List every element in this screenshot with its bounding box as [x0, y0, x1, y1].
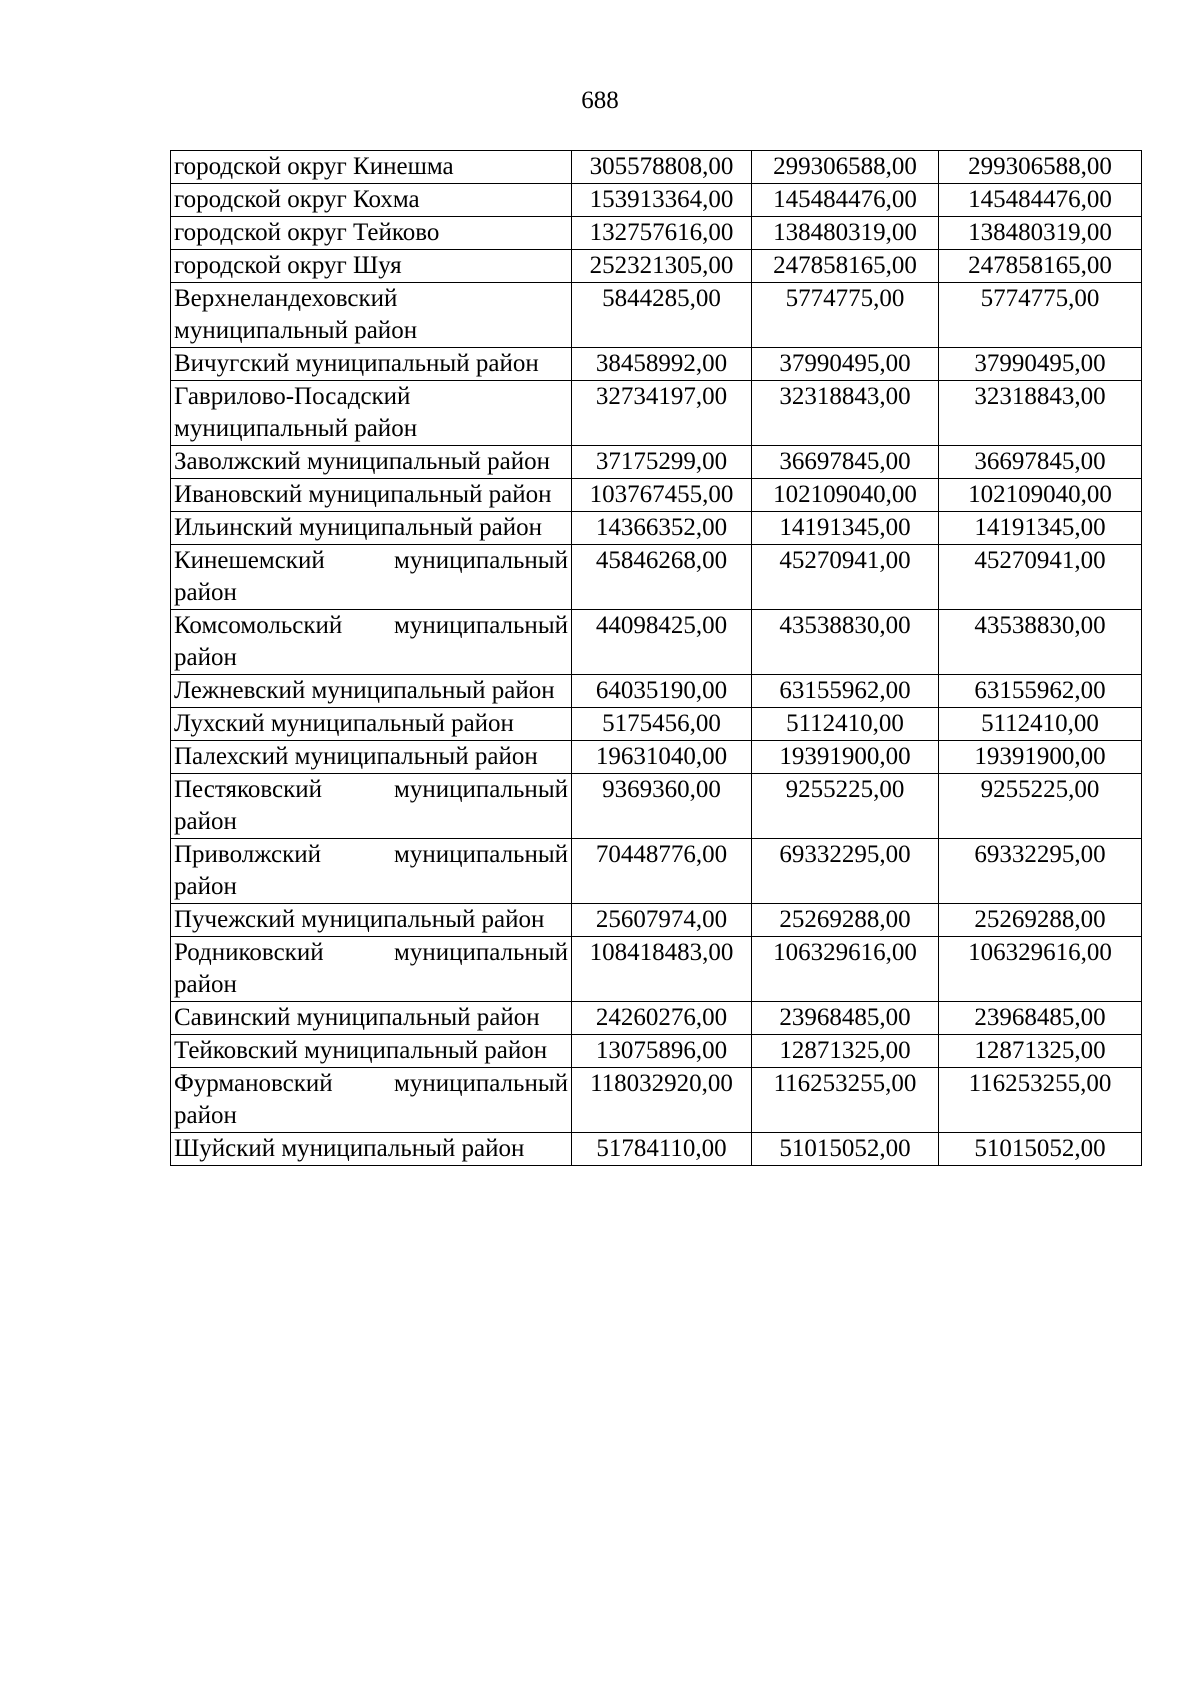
table-row: [171, 610, 1142, 675]
table-row: [171, 184, 1142, 217]
table-row: [171, 151, 1142, 184]
amount-cell-1: 103767455,00: [572, 479, 752, 512]
table-row: [171, 937, 1142, 1002]
municipality-name-cell: Ильинский муниципальный район: [171, 512, 572, 545]
amount-cell-3: 51015052,00: [939, 1133, 1142, 1166]
amount-cell-3: 299306588,00: [939, 151, 1142, 184]
amount-cell-1: 37175299,00: [572, 446, 752, 479]
amount-cell-2: 25269288,00: [752, 904, 939, 937]
municipality-name-cell: Пестяковский муниципальный район: [171, 774, 572, 839]
amount-cell-2: 51015052,00: [752, 1133, 939, 1166]
amount-cell-2: 14191345,00: [752, 512, 939, 545]
municipality-name-cell: Приволжский муниципальный район: [171, 839, 572, 904]
table-row: [171, 283, 1142, 348]
amount-cell-2: 45270941,00: [752, 545, 939, 610]
amount-cell-3: 102109040,00: [939, 479, 1142, 512]
municipality-name-cell: Тейковский муниципальный район: [171, 1035, 572, 1068]
amount-cell-2: 102109040,00: [752, 479, 939, 512]
amount-cell-1: 24260276,00: [572, 1002, 752, 1035]
amount-cell-3: 5774775,00: [939, 283, 1142, 348]
table-row: [171, 348, 1142, 381]
amount-cell-1: 252321305,00: [572, 250, 752, 283]
municipality-name-cell: Лежневский муниципальный район: [171, 675, 572, 708]
table-row: [171, 512, 1142, 545]
municipality-name-cell: Родниковский муниципальный район: [171, 937, 572, 1002]
table-row: [171, 741, 1142, 774]
table-row: [171, 774, 1142, 839]
municipality-name-cell: Пучежский муниципальный район: [171, 904, 572, 937]
amount-cell-3: 36697845,00: [939, 446, 1142, 479]
municipality-name-cell: Комсомольский муниципальный район: [171, 610, 572, 675]
table-row: [171, 839, 1142, 904]
budget-table-body: [171, 151, 1142, 1166]
amount-cell-2: 12871325,00: [752, 1035, 939, 1068]
table-row: [171, 250, 1142, 283]
amount-cell-2: 247858165,00: [752, 250, 939, 283]
amount-cell-1: 5844285,00: [572, 283, 752, 348]
municipality-name-cell: городской округ Шуя: [171, 250, 572, 283]
amount-cell-1: 118032920,00: [572, 1068, 752, 1133]
municipality-name-cell: Савинский муниципальный район: [171, 1002, 572, 1035]
table-row: [171, 904, 1142, 937]
municipality-name-cell: Ивановский муниципальный район: [171, 479, 572, 512]
amount-cell-3: 12871325,00: [939, 1035, 1142, 1068]
amount-cell-2: 43538830,00: [752, 610, 939, 675]
table-row: [171, 1133, 1142, 1166]
amount-cell-3: 23968485,00: [939, 1002, 1142, 1035]
table-row: [171, 545, 1142, 610]
amount-cell-2: 63155962,00: [752, 675, 939, 708]
amount-cell-3: 9255225,00: [939, 774, 1142, 839]
municipality-name-cell: Вичугский муниципальный район: [171, 348, 572, 381]
budget-table: [170, 150, 1142, 1166]
amount-cell-3: 25269288,00: [939, 904, 1142, 937]
amount-cell-3: 19391900,00: [939, 741, 1142, 774]
amount-cell-1: 13075896,00: [572, 1035, 752, 1068]
amount-cell-3: 32318843,00: [939, 381, 1142, 446]
amount-cell-1: 64035190,00: [572, 675, 752, 708]
amount-cell-3: 106329616,00: [939, 937, 1142, 1002]
amount-cell-3: 14191345,00: [939, 512, 1142, 545]
amount-cell-3: 43538830,00: [939, 610, 1142, 675]
municipality-name-cell: Заволжский муниципальный район: [171, 446, 572, 479]
page-number: 688: [581, 87, 619, 114]
amount-cell-2: 19391900,00: [752, 741, 939, 774]
table-row: [171, 1035, 1142, 1068]
municipality-name-cell: Фурмановский муниципальный район: [171, 1068, 572, 1133]
table-row: [171, 446, 1142, 479]
amount-cell-3: 247858165,00: [939, 250, 1142, 283]
amount-cell-1: 108418483,00: [572, 937, 752, 1002]
amount-cell-1: 153913364,00: [572, 184, 752, 217]
amount-cell-1: 70448776,00: [572, 839, 752, 904]
amount-cell-1: 44098425,00: [572, 610, 752, 675]
municipality-name-cell: Кинешемский муниципальный район: [171, 545, 572, 610]
amount-cell-1: 25607974,00: [572, 904, 752, 937]
amount-cell-1: 5175456,00: [572, 708, 752, 741]
amount-cell-2: 106329616,00: [752, 937, 939, 1002]
amount-cell-2: 69332295,00: [752, 839, 939, 904]
amount-cell-1: 45846268,00: [572, 545, 752, 610]
amount-cell-2: 145484476,00: [752, 184, 939, 217]
amount-cell-2: 5112410,00: [752, 708, 939, 741]
amount-cell-3: 138480319,00: [939, 217, 1142, 250]
amount-cell-1: 19631040,00: [572, 741, 752, 774]
table-row: [171, 1002, 1142, 1035]
municipality-name-cell: Лухский муниципальный район: [171, 708, 572, 741]
amount-cell-2: 9255225,00: [752, 774, 939, 839]
amount-cell-3: 116253255,00: [939, 1068, 1142, 1133]
amount-cell-2: 36697845,00: [752, 446, 939, 479]
municipality-name-cell: Палехский муниципальный район: [171, 741, 572, 774]
table-row: [171, 479, 1142, 512]
table-row: [171, 675, 1142, 708]
municipality-name-cell: Шуйский муниципальный район: [171, 1133, 572, 1166]
amount-cell-1: 51784110,00: [572, 1133, 752, 1166]
table-row: [171, 217, 1142, 250]
amount-cell-1: 132757616,00: [572, 217, 752, 250]
table-row: [171, 381, 1142, 446]
amount-cell-2: 37990495,00: [752, 348, 939, 381]
amount-cell-2: 23968485,00: [752, 1002, 939, 1035]
amount-cell-2: 32318843,00: [752, 381, 939, 446]
amount-cell-3: 37990495,00: [939, 348, 1142, 381]
municipality-name-cell: городской округ Кохма: [171, 184, 572, 217]
amount-cell-2: 116253255,00: [752, 1068, 939, 1133]
amount-cell-3: 45270941,00: [939, 545, 1142, 610]
amount-cell-3: 145484476,00: [939, 184, 1142, 217]
amount-cell-2: 138480319,00: [752, 217, 939, 250]
amount-cell-1: 305578808,00: [572, 151, 752, 184]
amount-cell-1: 32734197,00: [572, 381, 752, 446]
table-row: [171, 1068, 1142, 1133]
amount-cell-2: 5774775,00: [752, 283, 939, 348]
table-row: [171, 708, 1142, 741]
amount-cell-1: 38458992,00: [572, 348, 752, 381]
municipality-name-cell: городской округ Тейково: [171, 217, 572, 250]
amount-cell-3: 5112410,00: [939, 708, 1142, 741]
municipality-name-cell: Верхнеландеховский муниципальный район: [171, 283, 572, 348]
amount-cell-3: 69332295,00: [939, 839, 1142, 904]
municipality-name-cell: городской округ Кинешма: [171, 151, 572, 184]
amount-cell-1: 14366352,00: [572, 512, 752, 545]
amount-cell-1: 9369360,00: [572, 774, 752, 839]
municipality-name-cell: Гаврилово-Посадский муниципальный район: [171, 381, 572, 446]
amount-cell-2: 299306588,00: [752, 151, 939, 184]
amount-cell-3: 63155962,00: [939, 675, 1142, 708]
